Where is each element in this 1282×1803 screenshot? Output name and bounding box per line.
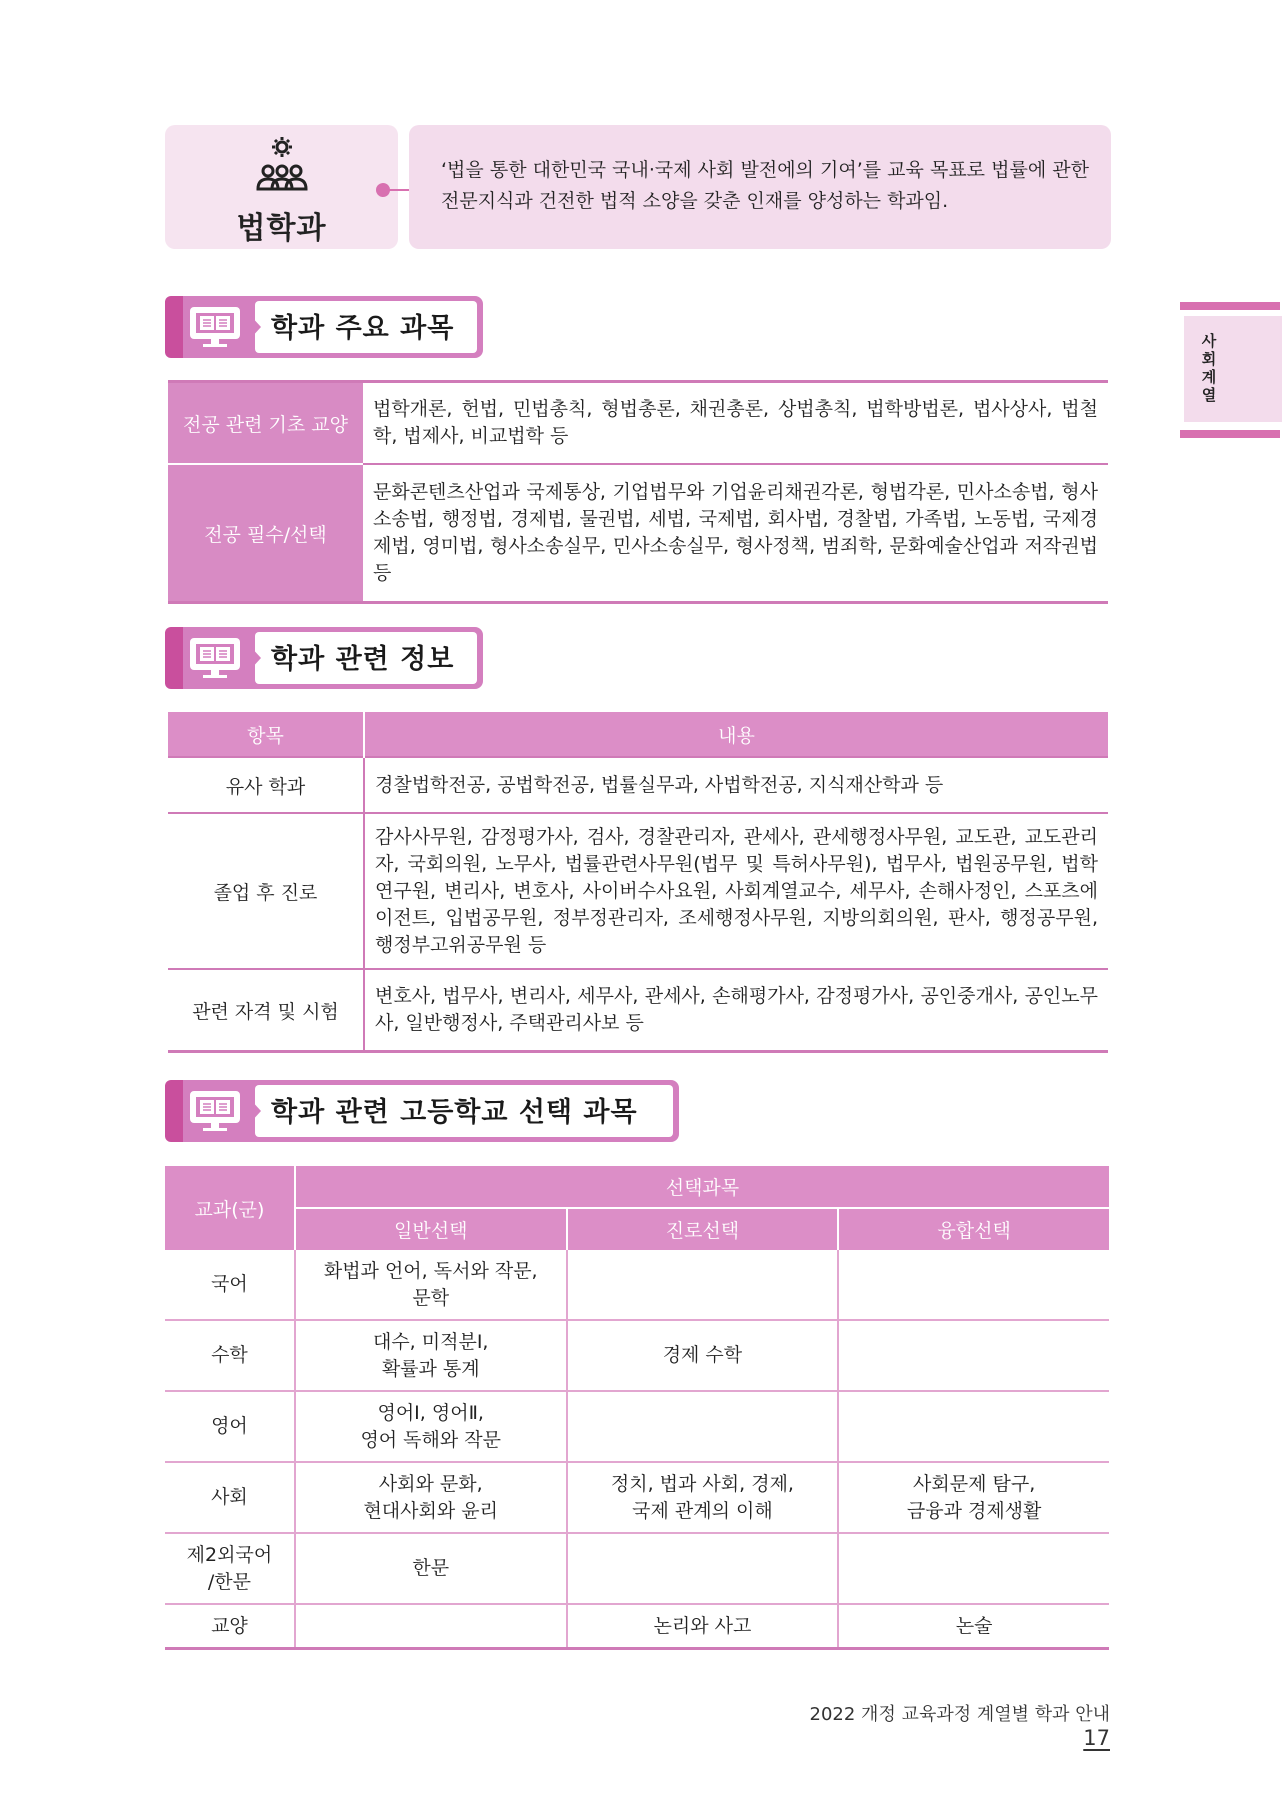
connector-dot <box>376 183 390 197</box>
column-header: 내용 <box>364 712 1108 757</box>
cell-line: 대수, 미적분Ⅰ, <box>372 1330 489 1353</box>
book-monitor-icon <box>187 636 243 682</box>
table-row <box>165 1320 1109 1391</box>
side-tab-bottom-bar <box>1180 430 1280 438</box>
career-cell <box>567 1391 839 1462</box>
career-cell <box>567 1320 839 1391</box>
cell-line: 금융과 경제생활 <box>906 1499 1042 1522</box>
cell-line: 정치, 법과 사회, 경제, <box>610 1472 794 1495</box>
subject-cell <box>165 1462 295 1533</box>
row-label: 졸업 후 진로 <box>168 813 364 969</box>
page-number: 17 <box>1083 1726 1110 1750</box>
convergence-cell <box>838 1250 1109 1320</box>
section-header-hs-courses <box>165 1080 679 1142</box>
row-value: 문화콘텐츠산업과 국제통상, 기업법무와 기업윤리채권각론, 형법각론, 민사소송법, 형사소송법, 행정법, 경제법, 물권법, 세법, 국제법, 회사법, 경찰법, 가족법, 노동법, 국제경제법, 영미법, 형사소송실무, 민사소송실무, 형사정책, 범죄학, 문화예술산업과 저작권법 등 <box>373 481 1098 584</box>
cell-line: 화법과 언어, 독서와 작문, <box>323 1259 538 1282</box>
column-header-career: 진로선택 <box>567 1208 839 1250</box>
career-cell <box>567 1604 839 1649</box>
footer-text: 2022 개정 교육과정 계열별 학과 안내 <box>809 1704 1110 1725</box>
dept-info-table <box>168 712 1108 1053</box>
section-header-accent <box>165 296 183 358</box>
section-title: 학과 관련 정보 <box>271 644 455 675</box>
general-cell <box>295 1250 567 1320</box>
career-cell <box>567 1462 839 1533</box>
section-header-dept-info <box>165 627 483 689</box>
row-label: 전공 관련 기초 교양 <box>168 382 363 465</box>
general-cell <box>295 1533 567 1604</box>
column-header-general: 일반선택 <box>295 1208 567 1250</box>
cell-line: 한문 <box>412 1557 450 1579</box>
section-title: 학과 주요 과목 <box>271 313 455 344</box>
cell-line: 논술 <box>955 1614 993 1637</box>
cell-line: 국제 관계의 이해 <box>632 1499 773 1522</box>
row-value: 감사사무원, 감정평가사, 검사, 경찰관리자, 관세사, 관세행정사무원, 교도관, 교도관리자, 국회의원, 노무사, 법률관련사무원(법무 및 특허사무원), 법무사, 법원공무원, 법학연구원, 변리사, 변호사, 사이버수사요원, 사회계열교수, 세무사, 손해사정인, 스포츠에이전트, 입법공무원, 정부정관리자, 조세행정사무원, 지방의회의원, 판사, 행정공무원, 행정부고위공무원 등 <box>364 813 1108 969</box>
subject-cell <box>165 1250 295 1320</box>
convergence-cell <box>838 1391 1109 1462</box>
table-row <box>168 464 1108 603</box>
row-value: 경찰법학전공, 공법학전공, 법률실무과, 사법학전공, 지식재산학과 등 <box>364 757 1108 813</box>
department-name: 법학과 <box>236 211 327 246</box>
cell-line: 경제 수학 <box>662 1344 743 1366</box>
general-cell <box>295 1604 567 1649</box>
general-cell <box>295 1462 567 1533</box>
section-header-notch <box>249 314 261 340</box>
table-row <box>165 1250 1109 1320</box>
side-tab-top-bar <box>1180 302 1280 310</box>
cell-line: 영어 독해와 작문 <box>360 1428 501 1451</box>
cell-line: 사회와 문화, <box>378 1472 483 1495</box>
row-value: 변호사, 법무사, 변리사, 세무사, 관세사, 손해평가사, 감정평가사, 공인중개사, 공인노무사, 일반행정사, 주택관리사보 등 <box>364 969 1108 1052</box>
table-row <box>165 1462 1109 1533</box>
main-courses-table <box>168 380 1108 604</box>
general-cell <box>295 1320 567 1391</box>
cell-line: 교양 <box>211 1614 248 1637</box>
table-row <box>168 813 1108 969</box>
section-header-accent <box>165 1080 183 1142</box>
subject-cell <box>165 1533 295 1604</box>
page-footer <box>780 1700 1110 1750</box>
cell-line: 논리와 사고 <box>653 1614 752 1637</box>
column-header-convergence: 융합선택 <box>838 1208 1109 1250</box>
cell-line: 사회 <box>211 1486 248 1508</box>
subject-cell <box>165 1391 295 1462</box>
department-card <box>165 125 398 249</box>
book-monitor-icon <box>187 1089 243 1135</box>
column-header: 항목 <box>168 712 364 757</box>
column-header-subject-group: 교과(군) <box>165 1166 295 1250</box>
section-title: 학과 관련 고등학교 선택 과목 <box>271 1097 638 1128</box>
subject-cell <box>165 1604 295 1649</box>
hs-courses-table <box>165 1166 1109 1650</box>
section-header-notch <box>249 645 261 671</box>
department-description-box <box>409 125 1111 249</box>
table-row <box>165 1604 1109 1649</box>
cell-line: 국어 <box>211 1273 248 1295</box>
row-value: 법학개론, 헌법, 민법총칙, 형법총론, 채권총론, 상법총칙, 법학방법론, 법사상사, 법철학, 법제사, 비교법학 등 <box>363 382 1108 465</box>
career-cell <box>567 1250 839 1320</box>
cell-line: 문학 <box>412 1286 450 1309</box>
cell-line: 영어Ⅰ, 영어Ⅱ, <box>377 1401 484 1424</box>
cell-line: 현대사회와 윤리 <box>363 1499 498 1522</box>
column-header-elective: 선택과목 <box>295 1166 1109 1208</box>
people-gear-icon <box>250 135 314 201</box>
table-row <box>165 1391 1109 1462</box>
department-description: ‘법을 통한 대한민국 국내·국제 사회 발전에의 기여’를 교육 목표로 법률에 관한 전문지식과 건전한 법적 소양을 갖춘 인재를 양성하는 학과임. <box>441 159 1089 212</box>
section-header-accent <box>165 627 183 689</box>
convergence-cell <box>838 1462 1109 1533</box>
side-tab <box>1184 316 1282 422</box>
table-row <box>168 382 1108 465</box>
table-header-row <box>168 712 1108 757</box>
row-label: 전공 필수/선택 <box>168 464 363 603</box>
table-header-row <box>165 1166 1109 1208</box>
row-label: 유사 학과 <box>168 757 364 813</box>
book-monitor-icon <box>187 305 243 351</box>
cell-line: 사회문제 탐구, <box>913 1472 1036 1495</box>
table-header-row <box>165 1208 1109 1250</box>
cell-line: 영어 <box>211 1415 248 1437</box>
convergence-cell <box>838 1604 1109 1649</box>
cell-line: 확률과 통계 <box>381 1357 480 1380</box>
cell-line: 수학 <box>211 1344 248 1366</box>
side-tab-label: 사회계열 <box>1201 332 1217 404</box>
table-row <box>168 969 1108 1052</box>
career-cell <box>567 1533 839 1604</box>
cell-line: /한문 <box>207 1570 251 1593</box>
subject-cell <box>165 1320 295 1391</box>
cell-line: 제2외국어 <box>186 1543 273 1566</box>
convergence-cell <box>838 1533 1109 1604</box>
section-header-main-courses <box>165 296 483 358</box>
general-cell <box>295 1391 567 1462</box>
table-row <box>165 1533 1109 1604</box>
convergence-cell <box>838 1320 1109 1391</box>
section-header-notch <box>249 1098 261 1124</box>
table-row <box>168 757 1108 813</box>
row-label: 관련 자격 및 시험 <box>168 969 364 1052</box>
